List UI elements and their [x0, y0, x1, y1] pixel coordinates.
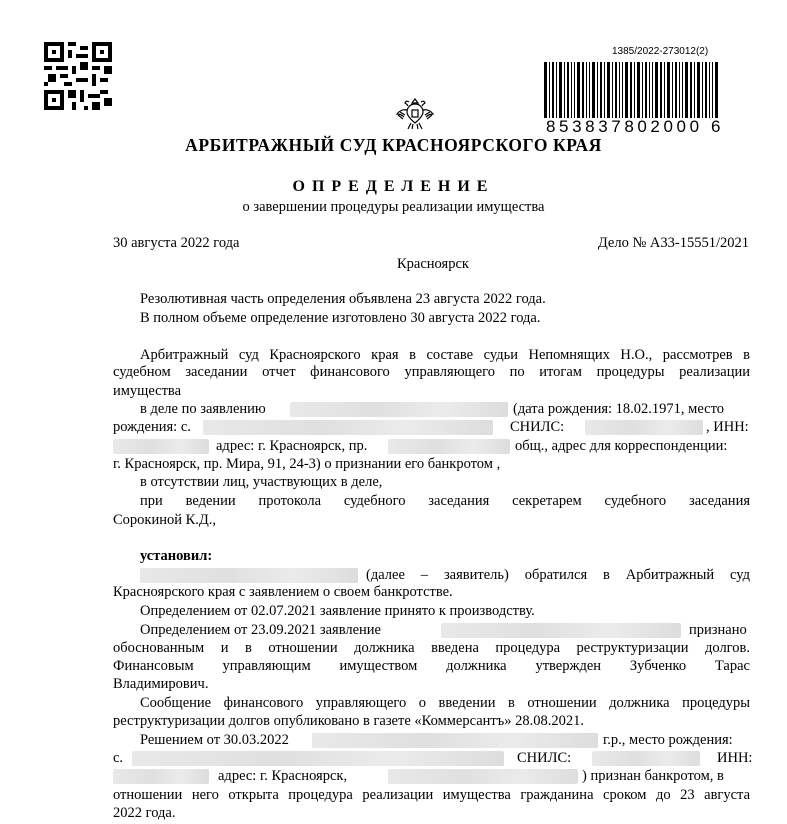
para-manager-2: Владимирович.: [113, 676, 209, 692]
para-determination-recognized: признано: [689, 622, 747, 638]
coat-of-arms-icon: [395, 93, 435, 133]
para-address-corr: общ., адрес для корреспонденции:: [515, 438, 728, 454]
para-manager: Финансовым управляющим имуществом должника утвержден Зубченко Тарас: [113, 658, 750, 674]
redacted-block: [388, 439, 510, 454]
para-secretary: при ведении протокола судебного заседания секретарем судебного заседания: [140, 493, 750, 509]
para-full-text-date: В полном объеме определение изготовлено 30 августа 2022 года.: [140, 310, 541, 326]
redacted-block: [140, 568, 358, 583]
redacted-block: [203, 420, 493, 435]
case-number: Дело № А33-15551/2021: [597, 235, 749, 251]
document-date: 30 августа 2022 года: [113, 235, 240, 251]
para-court-composition: Арбитражный суд Красноярского края в составе судьи Непомнящих Н.О., рассмотрев в: [140, 347, 750, 363]
para-birthplace-label: рождения: с.: [113, 419, 191, 435]
redacted-block: [113, 769, 209, 784]
para-decision-snils: СНИЛС:: [517, 750, 572, 766]
para-publication: Сообщение финансового управляющего о введении в отношении должника процедуры: [140, 695, 750, 711]
para-absence: в отсутствии лиц, участвующих в деле,: [140, 474, 383, 490]
para-decision-address: адрес: г. Красноярск,: [218, 768, 348, 784]
para-applicant-birth: (дата рождения: 18.02.1971, место: [513, 401, 724, 417]
qr-code-icon: [44, 42, 112, 110]
para-resolution-date: Резолютивная часть определения объявлена 23 августа 2022 года.: [140, 291, 546, 307]
para-applicant-filed-2: Красноярского края с заявлением о своем банкротстве.: [113, 584, 453, 600]
document-subtitle: о завершении процедуры реализации имущества: [242, 199, 545, 215]
redacted-block: [113, 439, 209, 454]
para-decision-birthplace: с.: [113, 750, 124, 766]
para-snils-label: СНИЛС:: [510, 419, 565, 435]
para-decision-bankrupt: ) признан банкротом, в: [582, 768, 724, 784]
para-accepted: Определением от 02.07.2021 заявление принято к производству.: [140, 603, 535, 619]
para-court-composition-3: имущества: [113, 383, 182, 399]
para-decision-inn: ИНН:: [717, 750, 753, 766]
redacted-block: [585, 420, 703, 435]
redacted-block: [132, 751, 504, 766]
para-applicant-filed: (далее – заявитель) обратился в Арбитражный суд: [366, 567, 750, 583]
para-address-label: адрес: г. Красноярск, пр.: [216, 438, 368, 454]
para-court-composition-2: судебном заседании отчет финансового управляющего по итогам процедуры реализации: [113, 364, 750, 380]
redacted-block: [592, 751, 700, 766]
para-determination: Определением от 23.09.2021 заявление: [140, 622, 381, 638]
para-applicant-label: в деле по заявлению: [140, 401, 266, 417]
court-name: АРБИТРАЖНЫЙ СУД КРАСНОЯРСКОГО КРАЯ: [185, 135, 602, 155]
para-determination-2: обоснованным и в отношении должника введена процедура реструктуризации долгов.: [113, 640, 750, 656]
city: Красноярск: [397, 256, 469, 272]
para-inn-label: , ИНН:: [706, 419, 749, 435]
para-decision: Решением от 30.03.2022: [140, 732, 289, 748]
barcode-number: 853837802000 6: [546, 117, 725, 136]
para-decision-procedure-2: 2022 года.: [113, 805, 176, 821]
para-secretary-name: Сорокиной К.Д.,: [113, 512, 217, 528]
barcode-icon: [544, 62, 720, 118]
redacted-block: [312, 733, 598, 748]
redacted-block: [290, 402, 508, 417]
document-number: 1385/2022-273012(2): [612, 46, 709, 57]
document-title: ОПРЕДЕЛЕНИЕ: [292, 178, 495, 195]
para-decision-procedure: отношении него открыта процедура реализации имущества гражданина сроком до 23 августа: [113, 787, 750, 803]
para-publication-2: реструктуризации долгов опубликовано в газете «Коммерсантъ» 28.08.2021.: [113, 713, 584, 729]
section-established: установил:: [140, 548, 213, 564]
para-address-full: г. Красноярск, пр. Мира, 91, 24-3) о признании его банкротом ,: [113, 456, 501, 472]
para-decision-birth: г.р., место рождения:: [603, 732, 733, 748]
redacted-block: [441, 623, 681, 638]
redacted-block: [388, 769, 578, 784]
